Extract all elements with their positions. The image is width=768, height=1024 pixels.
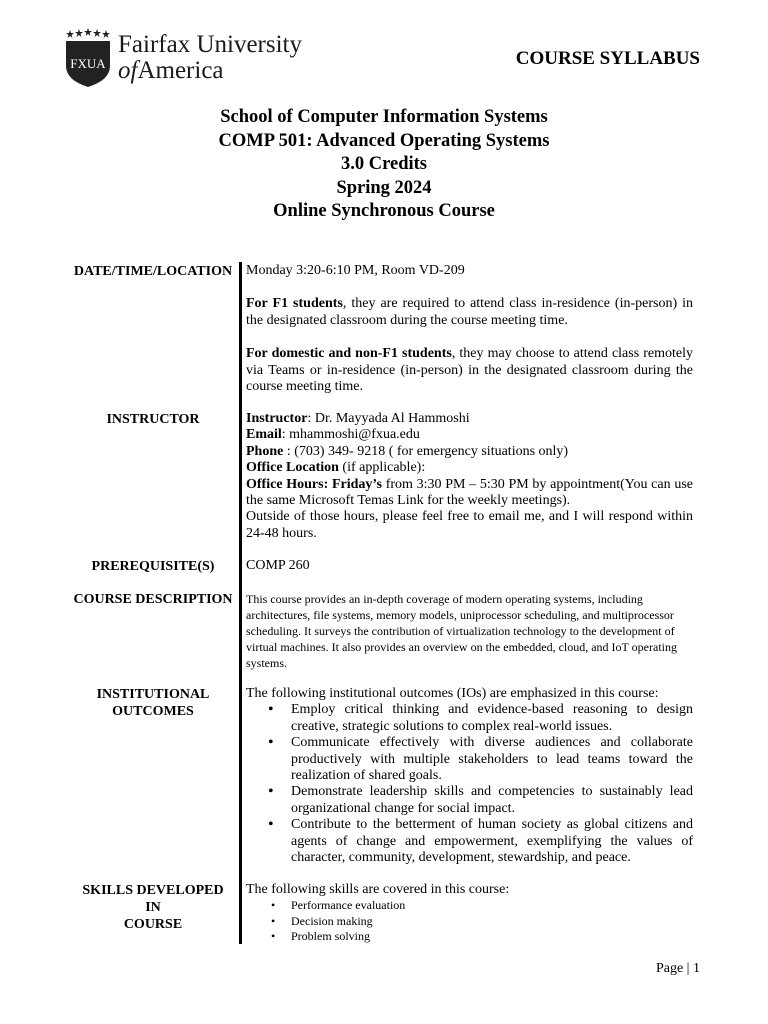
- logo-wordmark-line2: [118, 58, 224, 83]
- domestic-students-note: For domestic and non-F1 students, they may choose to attend class remotely via Teams or in-residence (in-person) in the designated classroom during the course meeting time.: [246, 346, 694, 395]
- section-divider-line: [239, 262, 242, 944]
- content-instructor: [246, 411, 693, 542]
- shield-crest-icon: [64, 26, 112, 88]
- skill-item: • Problem solving: [246, 929, 693, 945]
- office-hours: Office Hours: Friday’s from 3:30 PM – 5:30 PM by appointment(You can use the same Microsoft Temas Link for the weekly meetings).: [246, 476, 693, 509]
- content-skills: [246, 882, 693, 945]
- school-name: School of Computer Information Systems: [220, 107, 548, 127]
- skill-item: • Performance evaluation: [246, 898, 693, 914]
- label-prerequisites: PREREQUISITE(S): [91, 559, 215, 574]
- outcome-item: • Demonstrate leadership skills and competencies to sustainably lead organizational change for social impact.: [246, 784, 693, 817]
- title-block: [0, 106, 768, 224]
- outcome-item: • Communicate effectively with diverse audiences and collaborate productively with multiple stakeholders to lead teams toward the realization of shared goals.: [246, 735, 693, 784]
- svg-text:FXUA: FXUA: [70, 56, 106, 71]
- outcomes-list: [246, 702, 693, 866]
- meeting-time: Monday 3:20-6:10 PM, Room VD-209: [246, 263, 465, 278]
- label-course-description: COURSE DESCRIPTION: [73, 592, 233, 607]
- label-instructor: INSTRUCTOR: [106, 412, 200, 427]
- instructor-email: Email: mhammoshi@fxua.edu: [246, 427, 420, 443]
- label-institutional-outcomes: INSTITUTIONAL OUTCOMES: [96, 687, 210, 719]
- skills-intro: The following skills are covered in this course:: [246, 882, 510, 897]
- course-mode: Online Synchronous Course: [273, 201, 495, 221]
- logo-of: of: [118, 57, 138, 84]
- instructor-name: Instructor: Dr. Mayyada Al Hammoshi: [246, 411, 470, 426]
- label-datetime: DATE/TIME/LOCATION: [73, 264, 233, 279]
- outcome-item: • Contribute to the betterment of human society as global citizens and agents of change and empowerment, exemplifying the values of character, community, development, stewardship, and peace.: [246, 817, 693, 866]
- outcomes-intro: The following institutional outcomes (IOs) are emphasized in this course:: [246, 686, 659, 701]
- label-skills-developed: SKILLS DEVELOPED IN COURSE: [82, 883, 224, 932]
- f1-students-note: For F1 students, they are required to attend class in-residence (in-person) in the designated classroom during the course meeting time.: [246, 296, 693, 328]
- instructor-phone: Phone : (703) 349- 9218 ( for emergency situations only): [246, 443, 569, 459]
- response-note: Outside of those hours, please feel free to email me, and I will respond within 24-48 hours.: [246, 509, 693, 541]
- office-location: Office Location (if applicable):: [246, 460, 426, 476]
- page-number: Page | 1: [655, 961, 700, 976]
- course-credits: 3.0 Credits: [341, 154, 427, 174]
- course-description-text: This course provides an in-depth coverage of modern operating systems, including architectures, file systems, memory models, uniprocessor scheduling, and multiprocessor scheduling. It surveys the contribution of virtualization technology to the development of virtual machines. It also provides an overview on the embedded, cloud, and IoT operating systems.: [246, 592, 677, 670]
- university-logo: [64, 26, 314, 88]
- prerequisite-value: COMP 260: [246, 558, 310, 573]
- document-type: COURSE SYLLABUS: [515, 48, 700, 69]
- content-datetime: [246, 263, 693, 395]
- skills-list: [246, 898, 693, 945]
- logo-wordmark-line1: Fairfax University: [118, 31, 302, 58]
- logo-america: America: [137, 57, 224, 84]
- content-outcomes: [246, 686, 693, 866]
- course-term: Spring 2024: [336, 177, 432, 198]
- course-title: COMP 501: Advanced Operating Systems: [218, 130, 550, 151]
- outcome-item: • Employ critical thinking and evidence-based reasoning to design creative, strategic solutions to complex real-world issues.: [246, 702, 693, 735]
- skill-item: • Decision making: [246, 914, 693, 930]
